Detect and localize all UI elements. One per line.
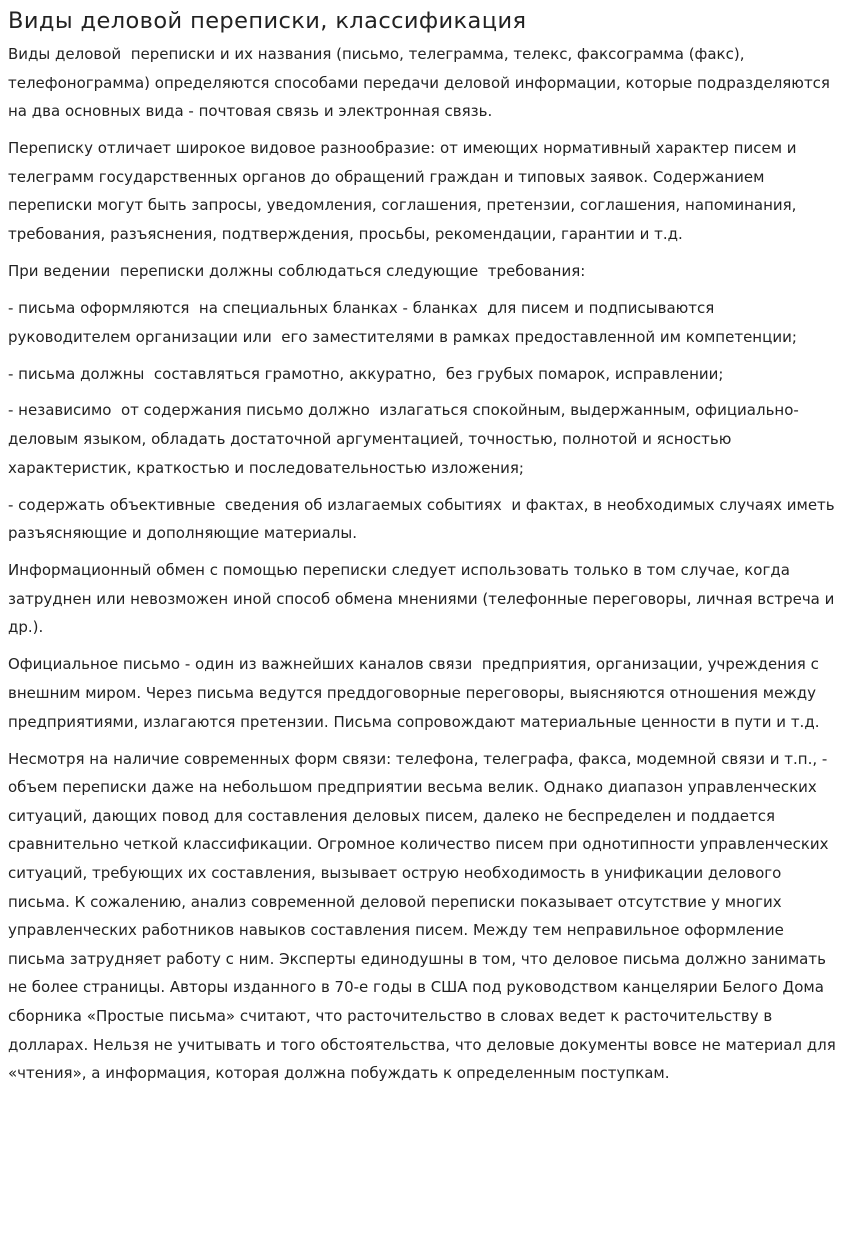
requirement-item-objectivity: - содержать объективные сведения об излагаемых событиях и фактах, в необходимых случаях иметь разъясняющие и дополняющие материалы.: [8, 495, 840, 543]
requirement-item-literacy: - письма должны составляться грамотно, аккуратно, без грубых помарок, исправлении;: [8, 364, 724, 383]
article-title: Виды деловой переписки, классификация: [8, 8, 527, 34]
paragraph-variety: Переписку отличает широкое видовое разнообразие: от имеющих нормативный характер писем и телеграмм государственных органов до обращений граждан и типовых заявок. Содержанием переписки могут быть запросы, уведомления, соглашения, претензии, соглашения, напоминания, требования, разъяснения, подтверждения, просьбы, рекомендации, гарантии и т.д.: [8, 139, 802, 243]
paragraph-information-exchange: Информационный обмен с помощью переписки следует использовать только в том случае, когда затруднен или невозможен иной способ обмена мнениями (телефонные переговоры, личная встреча и др.).: [8, 561, 840, 637]
paragraph-requirements-intro: При ведении переписки должны соблюдаться следующие требования:: [8, 261, 586, 280]
paragraph-official-letter: Официальное письмо - один из важнейших каналов связи предприятия, организации, учреждения с внешним миром. Через письма ведутся преддоговорные переговоры, выясняются отношения между предприятиями, излагаются претензии. Письма сопровождают материальные ценности в пути и т.д.: [8, 655, 824, 731]
requirement-item-style: - независимо от содержания письмо должно излагаться спокойным, выдержанным, официально-деловым языком, обладать достаточной аргументацией, точностью, полнотой и ясностью характеристик, краткостью и последовательностью изложения;: [8, 401, 799, 477]
paragraph-mail-types: Виды деловой переписки и их названия (письмо, телеграмма, телекс, факсограмма (факс), телефонограмма) определяются способами передачи деловой информации, которые подразделяются на два основных вида - почтовая связь и электронная связь.: [8, 45, 835, 121]
paragraph-volume: Несмотря на наличие современных форм связи: телефона, телеграфа, факса, модемной связи и т.п., - объем переписки даже на небольшом предприятии весьма велик. Однако диапазон управленческих ситуаций, дающих повод для составления деловых писем, далеко не беспределен и поддается сравнительно четкой классификации. Огромное количество писем при однотипности управленческих ситуаций, требующих их составления, вызывает острую необходимость в унификации делового письма. К сожалению, анализ современной деловой переписки показывает отсутствие у многих управленческих работников навыков составления писем. Между тем неправильное оформление письма затрудняет работу с ним. Эксперты единодушны в том, что деловое письма должно занимать не более страницы. Авторы изданного в 70-е годы в США под руководством канцелярии Белого Дома сборника «Простые письма» считают, что расточительство в словах ведет к расточительству в долларах. Нельзя не учитывать и того обстоятельства, что деловые документы вовсе не материал для «чтения», а информация, которая должна побуждать к определенным поступкам.: [8, 749, 841, 1083]
requirement-item-blanks: - письма оформляются на специальных бланках - бланках для писем и подписываются руководителем организации или его заместителями в рамках предоставленной им компетенции;: [8, 298, 797, 346]
